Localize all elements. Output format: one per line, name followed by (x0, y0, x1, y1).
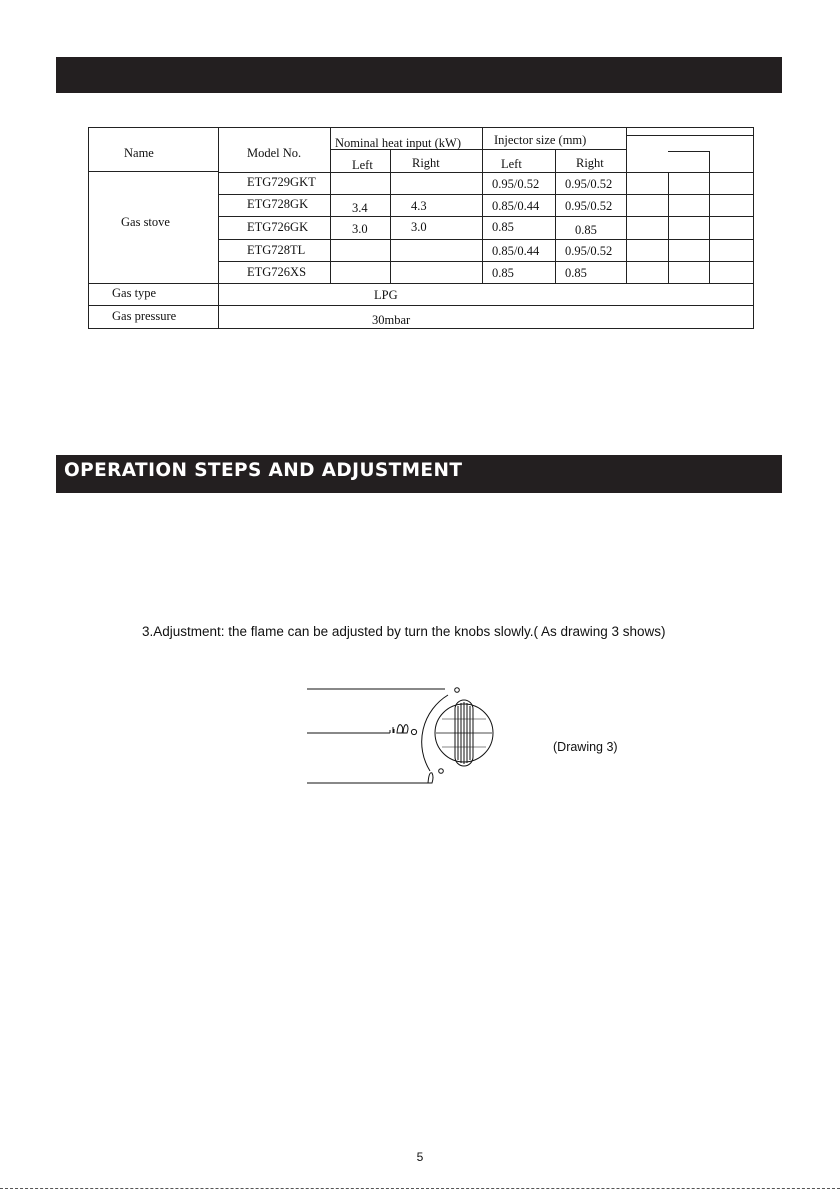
page-edge-divider (0, 1188, 840, 1189)
heat-right-cell: 4.3 (411, 199, 427, 213)
gas-type-value: LPG (374, 288, 398, 302)
knob-drawing (300, 675, 510, 795)
injector-left-cell: 0.95/0.52 (492, 177, 540, 191)
step-3-text: 3.Adjustment: the flame can be adjusted by turn the knobs slowly.( As drawing 3 shows) (142, 624, 666, 639)
injector-left-cell: 0.85/0.44 (492, 199, 540, 213)
heat-right-cell: 3.0 (411, 220, 427, 234)
header-heat-right: Right (412, 156, 440, 170)
header-name: Name (124, 146, 154, 160)
section-title: OPERATION STEPS AND ADJUSTMENT (64, 460, 463, 481)
knob-illustration (300, 675, 510, 795)
section-header-operation (56, 455, 782, 493)
heat-left-cell: 3.0 (352, 222, 368, 236)
injector-right-cell: 0.95/0.52 (565, 199, 613, 213)
gas-pressure-value: 30mbar (372, 313, 411, 327)
spec-table (88, 127, 754, 329)
injector-right-cell: 0.85 (565, 266, 587, 280)
model-cell: ETG729GKT (247, 175, 316, 189)
header-model: Model No. (247, 146, 302, 160)
model-cell: ETG728TL (247, 243, 306, 257)
injector-left-cell: 0.85 (492, 220, 514, 234)
injector-right-cell: 0.85 (575, 223, 597, 237)
gas-pressure-label: Gas pressure (112, 309, 177, 323)
injector-left-cell: 0.85 (492, 266, 514, 280)
header-injector-right: Right (576, 156, 604, 170)
gas-type-label: Gas type (112, 286, 157, 300)
header-injector-size: Injector size (mm) (494, 133, 587, 147)
drawing-caption: (Drawing 3) (553, 740, 618, 754)
page-number: 5 (416, 1150, 424, 1164)
header-nominal-heat-input: Nominal heat input (kW) (335, 136, 462, 150)
header-bar (56, 57, 782, 93)
model-cell: ETG726GK (247, 220, 309, 234)
injector-left-cell: 0.85/0.44 (492, 244, 540, 258)
injector-right-cell: 0.95/0.52 (565, 244, 613, 258)
header-injector-left: Left (501, 157, 522, 171)
header-heat-left: Left (352, 158, 373, 172)
model-cell: ETG726XS (247, 265, 307, 279)
heat-left-cell: 3.4 (352, 201, 368, 215)
model-cell: ETG728GK (247, 197, 309, 211)
injector-right-cell: 0.95/0.52 (565, 177, 613, 191)
category-gas-stove: Gas stove (121, 215, 170, 229)
